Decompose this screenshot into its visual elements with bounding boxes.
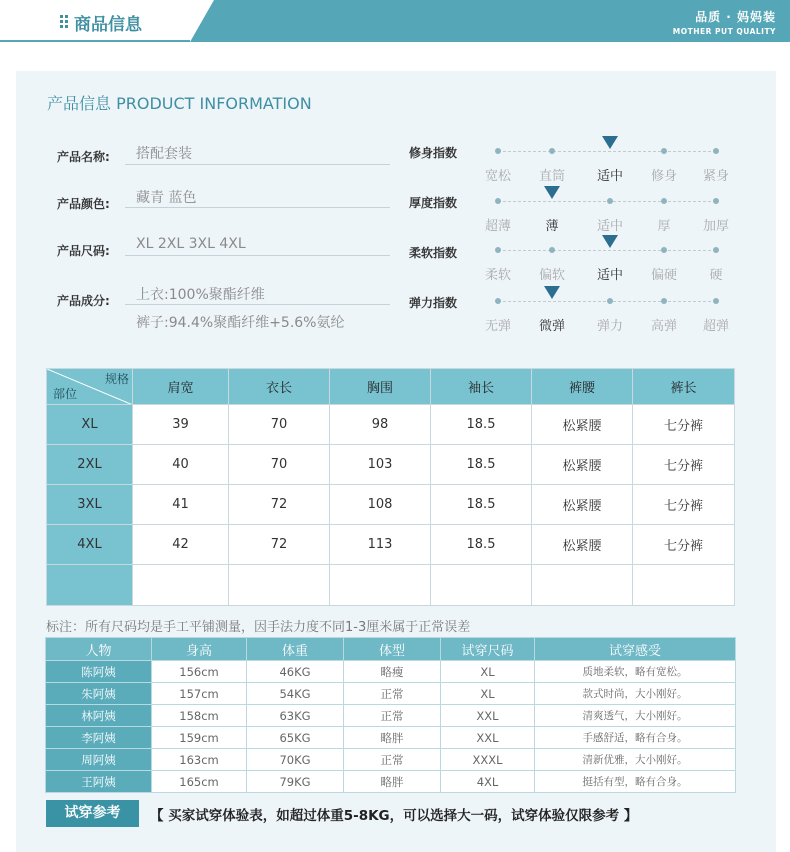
table-cell: 156cm xyxy=(152,661,247,683)
trial-table-header xyxy=(46,638,736,661)
info-value-size: XL 2XL 3XL 4XL xyxy=(136,236,246,252)
scale-dot xyxy=(661,148,667,154)
table-row xyxy=(46,749,736,771)
size-table-corner xyxy=(47,369,133,405)
scale-option: 偏硬 xyxy=(650,268,677,283)
info-label-name: 产品名称: xyxy=(57,150,110,164)
table-cell: 70KG xyxy=(247,749,344,771)
header-tab xyxy=(0,0,190,42)
size-col-header: 裤长 xyxy=(633,369,735,405)
table-cell: 159cm xyxy=(152,727,247,749)
table-cell: 18.5 xyxy=(431,445,532,485)
table-cell: 18.5 xyxy=(431,485,532,525)
table-cell: 79KG xyxy=(247,771,344,793)
table-row xyxy=(46,727,736,749)
index-scale-softness xyxy=(484,242,730,282)
corner-label-spec: 规格 xyxy=(104,372,129,386)
table-cell: 七分裤 xyxy=(633,525,735,565)
table-cell: 略胖 xyxy=(344,771,441,793)
table-cell xyxy=(133,565,229,606)
brand-slogan: MOTHER PUT QUALITY xyxy=(672,27,776,36)
trial-col-header: 身高 xyxy=(152,638,247,661)
info-label-material: 产品成分: xyxy=(57,294,110,308)
table-row xyxy=(47,525,735,565)
table-cell: 松紧腰 xyxy=(532,445,633,485)
table-cell xyxy=(532,565,633,606)
measurement-note: 标注：所有尺码均是手工平铺测量，因手法力度不同1-3厘米属于正常误差 xyxy=(46,620,471,635)
table-cell xyxy=(431,565,532,606)
table-cell: 65KG xyxy=(247,727,344,749)
table-cell: 41 xyxy=(133,485,229,525)
trial-col-header: 试穿尺码 xyxy=(441,638,535,661)
info-label-size: 产品尺码: xyxy=(57,244,110,258)
table-row xyxy=(47,445,735,485)
trial-reference-button: 试穿参考 xyxy=(46,800,139,827)
size-row-header: 2XL xyxy=(47,445,133,485)
index-label-elasticity: 弹力指数 xyxy=(409,296,458,310)
table-cell: 松紧腰 xyxy=(532,525,633,565)
info-value-material-top: 上衣:100%聚酯纤维 xyxy=(136,287,265,303)
scale-option: 宽松 xyxy=(484,169,511,184)
table-cell: XXL xyxy=(441,705,535,727)
selected-marker-icon xyxy=(544,286,560,299)
size-col-header: 裤腰 xyxy=(532,369,633,405)
brand-block xyxy=(673,8,776,36)
scale-option-selected: 薄 xyxy=(545,219,559,234)
brand-name: 品质 · 妈妈装 xyxy=(695,10,776,24)
trial-person: 周阿姨 xyxy=(46,749,152,771)
table-cell: 39 xyxy=(133,405,229,445)
scale-dot xyxy=(713,298,719,304)
table-cell: XL xyxy=(441,661,535,683)
scale-option: 直筒 xyxy=(538,169,565,184)
table-cell: 63KG xyxy=(247,705,344,727)
scale-dot xyxy=(549,247,555,253)
table-cell: 163cm xyxy=(152,749,247,771)
size-col-header: 衣长 xyxy=(229,369,330,405)
scale-track xyxy=(498,250,716,251)
info-value-name: 搭配套装 xyxy=(136,146,192,162)
table-cell: 清爽透气，大小刚好。 xyxy=(535,705,736,727)
table-cell: 正常 xyxy=(344,705,441,727)
scale-option-selected: 适中 xyxy=(596,268,623,283)
scale-dot xyxy=(661,298,667,304)
table-cell xyxy=(330,565,431,606)
table-cell xyxy=(229,565,330,606)
selected-marker-icon xyxy=(544,186,560,199)
table-cell: 113 xyxy=(330,525,431,565)
trial-col-header: 体型 xyxy=(344,638,441,661)
header-bar xyxy=(0,0,790,42)
trial-person: 王阿姨 xyxy=(46,771,152,793)
trial-col-header: 人物 xyxy=(46,638,152,661)
divider xyxy=(125,164,390,165)
table-cell: 42 xyxy=(133,525,229,565)
table-row xyxy=(46,661,736,683)
table-cell: 七分裤 xyxy=(633,445,735,485)
scale-dot xyxy=(549,148,555,154)
table-cell: 挺括有型，略有合身。 xyxy=(535,771,736,793)
trial-person: 朱阿姨 xyxy=(46,683,152,705)
table-row xyxy=(47,485,735,525)
size-row-header: XL xyxy=(47,405,133,445)
index-label-fit: 修身指数 xyxy=(409,146,458,160)
corner-label-part: 部位 xyxy=(53,387,78,401)
table-cell: 70 xyxy=(229,445,330,485)
scale-dot xyxy=(713,247,719,253)
table-cell: 清新优雅，大小刚好。 xyxy=(535,749,736,771)
size-col-header: 肩宽 xyxy=(133,369,229,405)
table-cell: 七分裤 xyxy=(633,405,735,445)
table-cell: 72 xyxy=(229,525,330,565)
scale-dot xyxy=(661,247,667,253)
scale-option: 硬 xyxy=(709,268,723,283)
table-cell xyxy=(47,565,133,606)
table-cell: 松紧腰 xyxy=(532,485,633,525)
scale-track xyxy=(498,151,716,152)
grid-icon xyxy=(60,15,68,27)
trial-col-header: 体重 xyxy=(247,638,344,661)
table-row-empty xyxy=(47,565,735,606)
index-label-softness: 柔软指数 xyxy=(409,246,458,260)
size-col-header: 胸围 xyxy=(330,369,431,405)
section-title: 产品信息 PRODUCT INFORMATION xyxy=(47,94,312,113)
index-scale-thickness xyxy=(484,193,730,233)
size-table-header xyxy=(47,369,735,405)
scale-dot xyxy=(661,198,667,204)
size-row-header: 4XL xyxy=(47,525,133,565)
scale-option: 适中 xyxy=(596,219,623,234)
info-value-color: 藏青 蓝色 xyxy=(136,190,197,206)
table-cell: 158cm xyxy=(152,705,247,727)
table-cell: 54KG xyxy=(247,683,344,705)
table-row xyxy=(47,405,735,445)
table-cell: XXL xyxy=(441,727,535,749)
scale-dot xyxy=(495,148,501,154)
table-cell: 松紧腰 xyxy=(532,405,633,445)
scale-option-selected: 适中 xyxy=(596,169,623,184)
trial-person: 林阿姨 xyxy=(46,705,152,727)
scale-option: 高弹 xyxy=(650,319,677,334)
selected-marker-icon xyxy=(602,235,618,248)
selected-marker-icon xyxy=(602,136,618,149)
scale-option: 加厚 xyxy=(702,219,729,234)
scale-option: 超弹 xyxy=(702,319,729,334)
trial-col-header: 试穿感受 xyxy=(535,638,736,661)
scale-option: 柔软 xyxy=(484,268,511,283)
scale-option: 紧身 xyxy=(702,169,729,184)
trial-reference-text: 【 买家试穿体验表，如超过体重5-8KG，可以选择大一码，试穿体验仅限参考 】 xyxy=(150,808,638,824)
table-cell: 103 xyxy=(330,445,431,485)
scale-option: 超薄 xyxy=(484,219,511,234)
size-col-header: 袖长 xyxy=(431,369,532,405)
scale-dot xyxy=(495,198,501,204)
table-cell: 18.5 xyxy=(431,405,532,445)
table-cell: 46KG xyxy=(247,661,344,683)
scale-option: 弹力 xyxy=(596,319,623,334)
scale-option: 厚 xyxy=(657,219,671,234)
table-cell: 七分裤 xyxy=(633,485,735,525)
index-scale-fit xyxy=(484,143,730,183)
table-cell: XL xyxy=(441,683,535,705)
scale-option: 偏软 xyxy=(538,268,565,283)
scale-dot xyxy=(607,198,613,204)
table-cell: 略瘦 xyxy=(344,661,441,683)
table-cell: 质地柔软，略有宽松。 xyxy=(535,661,736,683)
scale-dot xyxy=(713,198,719,204)
scale-dot xyxy=(607,298,613,304)
table-cell: 98 xyxy=(330,405,431,445)
size-row-header: 3XL xyxy=(47,485,133,525)
size-table xyxy=(46,368,735,606)
table-cell: 款式时尚，大小刚好。 xyxy=(535,683,736,705)
table-cell: 165cm xyxy=(152,771,247,793)
divider xyxy=(125,304,390,305)
info-label-color: 产品颜色: xyxy=(57,197,110,211)
index-scale-elasticity xyxy=(484,293,730,333)
info-value-material-bottom: 裤子:94.4%聚酯纤维+5.6%氨纶 xyxy=(136,315,345,331)
table-cell: 70 xyxy=(229,405,330,445)
scale-option: 无弹 xyxy=(484,319,511,334)
scale-dot xyxy=(713,148,719,154)
scale-dot xyxy=(495,247,501,253)
table-cell: 108 xyxy=(330,485,431,525)
table-cell: 18.5 xyxy=(431,525,532,565)
table-cell: 40 xyxy=(133,445,229,485)
divider xyxy=(125,207,390,208)
table-cell: 手感舒适，略有合身。 xyxy=(535,727,736,749)
divider xyxy=(125,255,390,256)
trial-person: 陈阿姨 xyxy=(46,661,152,683)
trial-table xyxy=(45,637,736,793)
table-cell xyxy=(633,565,735,606)
table-row xyxy=(46,705,736,727)
table-cell: 略胖 xyxy=(344,727,441,749)
scale-option-selected: 微弹 xyxy=(538,319,565,334)
scale-option: 修身 xyxy=(650,169,677,184)
table-cell: 72 xyxy=(229,485,330,525)
table-cell: 正常 xyxy=(344,683,441,705)
table-cell: 4XL xyxy=(441,771,535,793)
trial-person: 李阿姨 xyxy=(46,727,152,749)
table-row xyxy=(46,771,736,793)
scale-dot xyxy=(495,298,501,304)
index-label-thickness: 厚度指数 xyxy=(409,196,458,210)
table-cell: 157cm xyxy=(152,683,247,705)
table-cell: 正常 xyxy=(344,749,441,771)
table-row xyxy=(46,683,736,705)
table-cell: XXXL xyxy=(441,749,535,771)
header-title: 商品信息 xyxy=(74,15,142,35)
